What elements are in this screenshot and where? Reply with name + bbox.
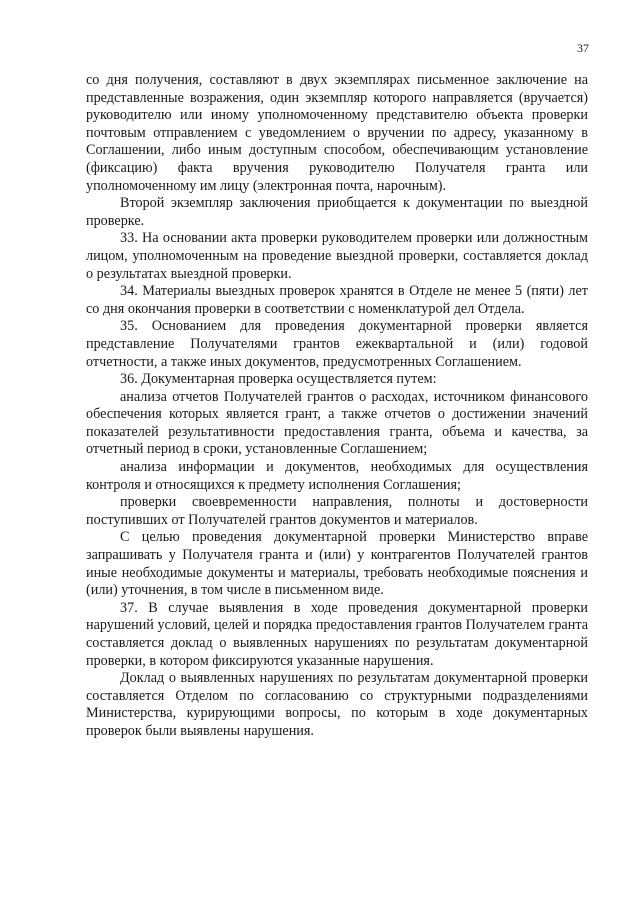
paragraph-35: 35. Основанием для проведения документарной проверки является представление Получателями грантов ежеквартальной и (или) годовой отчетности, а также иных документов, предусмотренных Соглашением. (86, 318, 588, 370)
page-number: 37 (577, 41, 589, 55)
paragraph-2: Второй экземпляр заключения приобщается к документации по выездной проверке. (86, 195, 588, 229)
document-body (86, 72, 588, 741)
list-item-analysis-info: анализа информации и документов, необходимых для осуществления контроля и относящихся к предмету исполнения Соглашения; (86, 459, 588, 493)
list-item-analysis-reports: анализа отчетов Получателей грантов о расходах, источником финансового обеспечения которых является грант, а также отчетов о достижении значений показателей результативности предоставления гранта, объема и качества, за отчетный период в сроки, установленные Соглашением; (86, 388, 588, 458)
paragraph-36: 36. Документарная проверка осуществляется путем: (120, 371, 437, 388)
paragraph-37: 37. В случае выявления в ходе проведения документарной проверки нарушений условий, целей и порядка предоставления грантов Получателем гранта составляется доклад о выявленных нарушениях по результатам документарной проверки, в котором фиксируются указанные нарушения. (86, 599, 588, 669)
paragraph-1: со дня получения, составляют в двух экземплярах письменное заключение на представленные возражения, один экземпляр которого направляется (вручается) руководителю или иному уполномоченному представителю объекта проверки почтовым отправлением с уведомлением о вручении по адресу, указанному в Соглашении, либо иным доступным способом, обеспечивающим установление (фиксацию) факта вручения руководителю Получателя гранта или уполномоченному им лицу (электронная почта, нарочным). (86, 72, 588, 194)
list-item-check-timeliness: проверки своевременности направления, полноты и достоверности поступивших от Получателей грантов документов и материалов. (86, 494, 588, 528)
paragraph-report: Доклад о выявленных нарушениях по результатам документарной проверки составляется Отделом по согласованию со структурными подразделениями Министерства, курирующими вопросы, по которым в ходе документарных проверок были выявлены нарушения. (86, 670, 588, 739)
paragraph-33: 33. На основании акта проверки руководителем проверки или должностным лицом, уполномоченным на проведение выездной проверки, составляется доклад о результатах выездной проверки. (86, 230, 588, 282)
paragraph-34: 34. Материалы выездных проверок хранятся в Отделе не менее 5 (пяти) лет со дня окончания проверки в соответствии с номенклатурой дел Отдела. (86, 283, 588, 317)
paragraph-ministry-request: С целью проведения документарной проверки Министерство вправе запрашивать у Получателя гранта и (или) у контрагентов Получателей грантов иные необходимые документы и материалы, требовать необходимые пояснения и (или) уточнения, в том числе в письменном виде. (86, 529, 588, 599)
